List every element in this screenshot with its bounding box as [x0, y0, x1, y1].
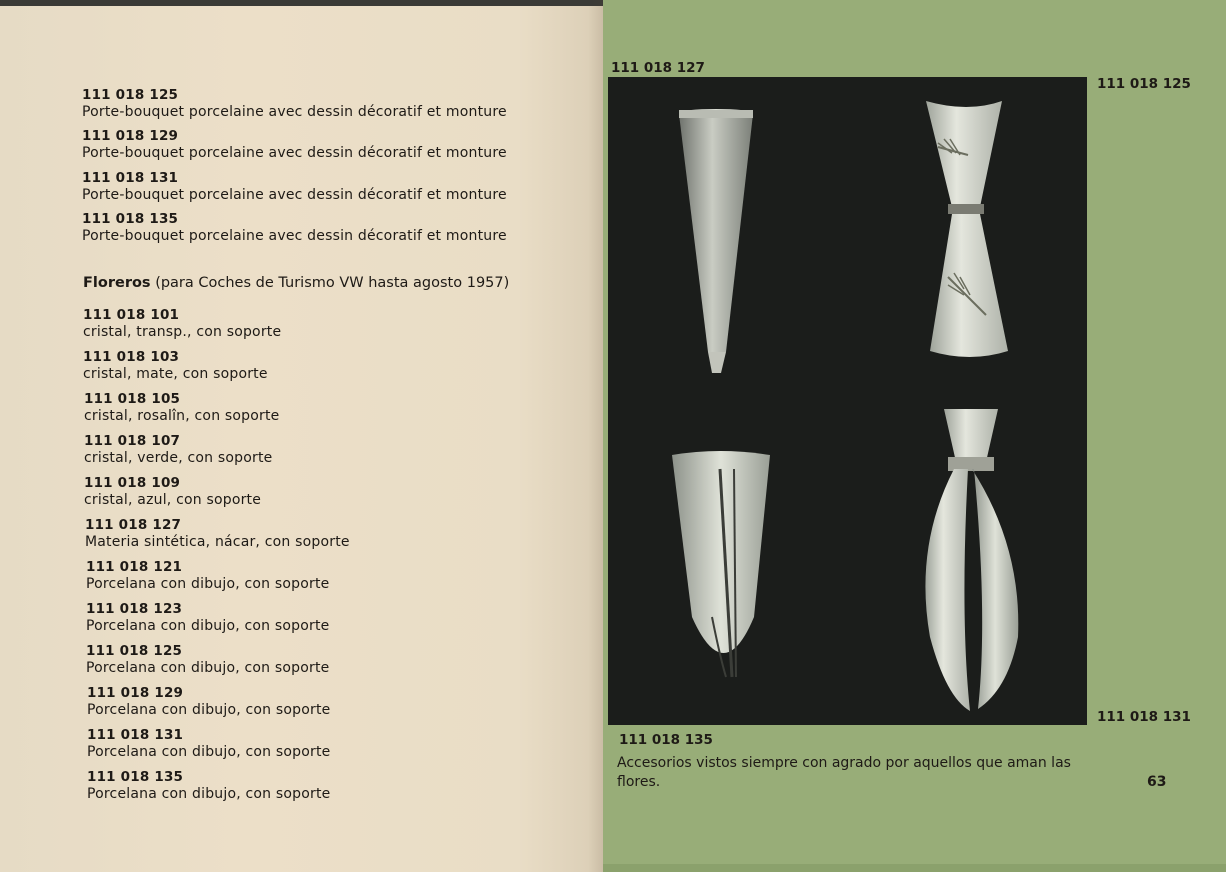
list-item: [87, 769, 330, 803]
part-description: cristal, azul, con soporte: [84, 492, 262, 508]
part-number: 111 018 123: [86, 601, 183, 617]
part-number: 111 018 129: [87, 685, 184, 701]
part-description: Porcelana con dibujo, con soporte: [87, 786, 331, 802]
photo-label-bottom-right: 111 018 131: [1097, 709, 1191, 725]
part-number: 111 018 129: [82, 128, 179, 144]
part-number: 111 018 121: [86, 559, 183, 575]
part-description: cristal, verde, con soporte: [84, 450, 273, 466]
photo-label-bottom-left: 111 018 135: [619, 732, 713, 748]
part-number: 111 018 131: [87, 727, 184, 743]
part-number: 111 018 131: [82, 170, 179, 186]
list-item: [85, 517, 350, 551]
part-number: 111 018 101: [83, 307, 180, 323]
list-item: [84, 391, 280, 425]
part-description: Porcelana con dibujo, con soporte: [86, 660, 330, 676]
vase-fan-icon: [672, 451, 770, 677]
list-item: [86, 601, 329, 635]
part-description: Porte-bouquet porcelaine avec dessin décoratif et monture: [82, 228, 507, 244]
part-description: Porte-bouquet porcelaine avec dessin décoratif et monture: [82, 187, 507, 203]
section-heading: [83, 275, 509, 291]
vases-illustration: [608, 77, 1087, 725]
part-description: Porte-bouquet porcelaine avec dessin décoratif et monture: [82, 145, 507, 161]
part-description: cristal, transp., con soporte: [83, 324, 282, 340]
vase-split-icon: [925, 409, 1018, 711]
list-item: [87, 727, 330, 761]
part-description: Materia sintética, nácar, con soporte: [85, 534, 350, 550]
part-description: Porte-bouquet porcelaine avec dessin décoratif et monture: [82, 104, 507, 120]
list-item: [86, 559, 329, 593]
part-description: cristal, rosalîn, con soporte: [84, 408, 280, 424]
part-number: 111 018 103: [83, 349, 180, 365]
part-number: 111 018 125: [82, 87, 179, 103]
part-description: Porcelana con dibujo, con soporte: [87, 702, 331, 718]
list-item: [87, 685, 330, 719]
page-number: 63: [1147, 774, 1167, 790]
list-item: [82, 128, 507, 162]
photo-label-top-right: 111 018 125: [1097, 76, 1191, 92]
section-title: Floreros: [83, 275, 151, 291]
list-item: [83, 349, 268, 383]
list-item: [82, 211, 507, 245]
list-item: [86, 643, 329, 677]
vase-hourglass-icon: [926, 101, 1008, 357]
list-item: [84, 475, 261, 509]
part-number: 111 018 105: [84, 391, 181, 407]
list-item: [84, 433, 272, 467]
photo-label-top-left: 111 018 127: [611, 60, 705, 76]
list-item: [82, 170, 507, 204]
vase-cone-icon: [679, 109, 753, 373]
list-item: [83, 307, 281, 341]
left-page: [0, 0, 610, 872]
part-description: cristal, mate, con soporte: [83, 366, 268, 382]
part-number: 111 018 127: [85, 517, 182, 533]
part-number: 111 018 109: [84, 475, 181, 491]
photo-caption: Accesorios vistos siempre con agrado por aquellos que aman las flores.: [617, 755, 1071, 790]
page-edge: [0, 0, 610, 6]
page-edge: [603, 864, 1226, 872]
part-number: 111 018 107: [84, 433, 181, 449]
part-number: 111 018 135: [82, 211, 179, 227]
part-description: Porcelana con dibujo, con soporte: [86, 618, 330, 634]
list-item: [82, 87, 507, 121]
part-description: Porcelana con dibujo, con soporte: [87, 744, 331, 760]
part-number: 111 018 125: [86, 643, 183, 659]
part-description: Porcelana con dibujo, con soporte: [86, 576, 330, 592]
part-number: 111 018 135: [87, 769, 184, 785]
section-subtitle: (para Coches de Turismo VW hasta agosto 1957): [155, 275, 510, 291]
